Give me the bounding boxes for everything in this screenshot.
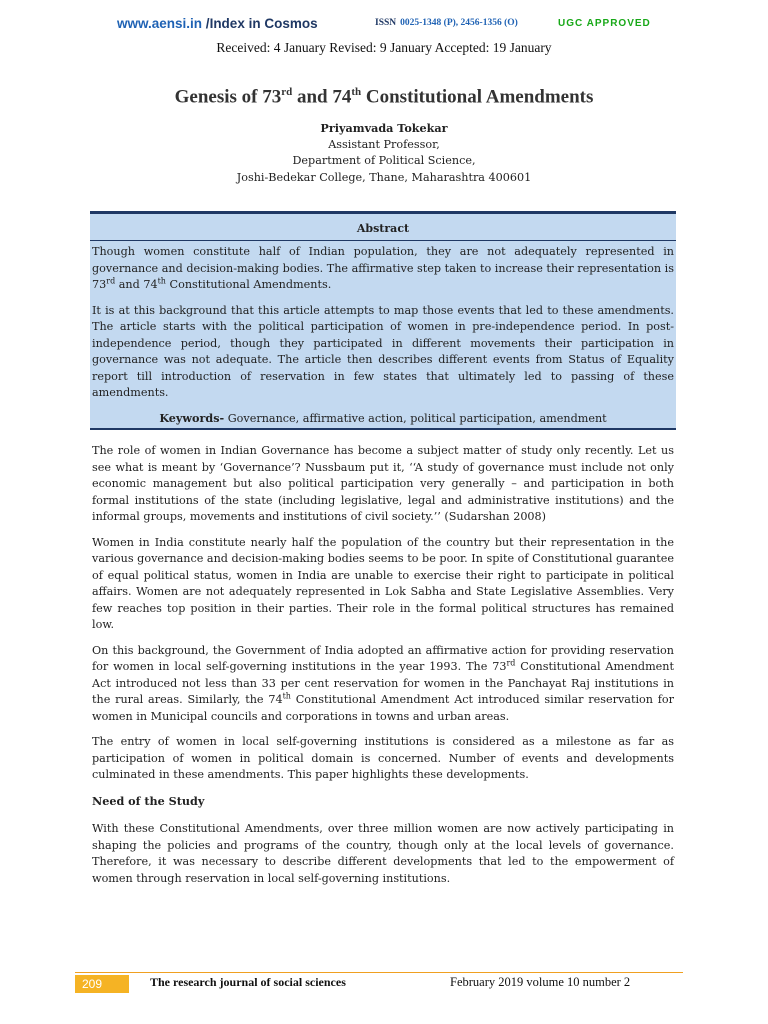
abstract-heading: Abstract bbox=[356, 222, 410, 235]
text-run: Constitutional Amendments. bbox=[165, 278, 332, 291]
site-link[interactable]: www.aensi.in bbox=[117, 16, 203, 31]
superscript: rd bbox=[506, 658, 516, 668]
title-superscript: th bbox=[351, 86, 362, 98]
journal-name: The research journal of social sciences bbox=[150, 975, 346, 989]
abstract-paragraph bbox=[92, 244, 674, 294]
body-paragraph: Women in India constitute nearly half the population of the country but their representation in the various governance and decision-making bodies seems to be poor. In spite of Constitutional guarantee of equal political status, women in India are unable to exercise their right to participate in political affairs. Women are not adequately represented in Lok Sabha and State Legislative Assemblies. Very few reaches top position in their parties. Their role in the formal political structures has remained low. bbox=[92, 535, 674, 631]
author-block bbox=[0, 120, 768, 186]
section-heading: Need of the Study bbox=[92, 793, 205, 808]
abstract-paragraph: It is at this background that this article attempts to map those events that led to these amendments. The article starts with the political participation of women in pre-independence period. In post-independence period, though they participated in different movements their participation in governance was not adequate. The article then describes different events from Status of Equality report till introduction of reservation in few states that ultimately led to passing of these amendments. bbox=[92, 303, 674, 399]
keywords-label: Keywords- bbox=[159, 410, 225, 425]
title-part: Genesis of 73 bbox=[174, 86, 282, 108]
superscript: th bbox=[157, 276, 166, 286]
abstract-divider bbox=[90, 240, 676, 241]
text-run: Constitutional Amendment Act introduced not less than 33 per cent reservation for women in the Panchayat Raj institutions in the rural areas. Similarly, the 74 bbox=[92, 660, 674, 706]
text-run: Constitutional Amendment Act introduced similar reservation for women in Municipal councils and corporations in towns and urban areas. bbox=[92, 693, 674, 723]
abstract-box bbox=[90, 211, 676, 430]
keywords-text: Governance, affirmative action, political participation, amendment bbox=[224, 411, 607, 425]
ugc-badge: UGC APPROVED bbox=[558, 18, 651, 29]
title-part: and 74 bbox=[292, 86, 352, 108]
body-paragraph: The entry of women in local self-governing institutions is considered as a milestone as far as participation of women in political domain is concerned. Number of events and developments culminated in these amendments. This paper highlights these developments. bbox=[92, 735, 674, 781]
text-run: On this background, the Government of India adopted an affirmative action for providing reservation for women in local self-governing institutions in the year 1993. The 73 bbox=[92, 643, 674, 673]
submission-dates: Received: 4 January Revised: 9 January Accepted: 19 January bbox=[216, 40, 552, 55]
text-run: Though women constitute half of Indian population, they are not adequately represented in governance and decision-making bodies. The affirmative step taken to increase their representation is 73 bbox=[92, 245, 674, 291]
page-header bbox=[0, 14, 768, 38]
title-superscript: rd bbox=[281, 86, 293, 98]
main-body bbox=[92, 443, 674, 887]
author-name: Priyamvada Tokekar bbox=[320, 121, 448, 135]
author-college: Joshi-Bedekar College, Thane, Maharashtra 400601 bbox=[236, 170, 532, 184]
abstract-body bbox=[92, 244, 674, 425]
issn-info bbox=[375, 18, 518, 28]
header-separator: / bbox=[205, 16, 210, 31]
body-paragraph bbox=[92, 643, 674, 726]
paper-title bbox=[0, 86, 768, 108]
issue-info: February 2019 volume 10 number 2 bbox=[450, 975, 631, 989]
body-paragraph: The role of women in Indian Governance has become a subject matter of study only recently. Let us see what is meant by ‘Governance’? Nussbaum put it, ‘‘A study of governance must include not only economic management but also political participation very generally – and participation in both formal institutions of the state (including legislative, legal and administrative institutions) and the informal groups, movements and institutions of civil society.’’ (Sudarshan 2008) bbox=[92, 444, 674, 523]
issn-label: ISSN bbox=[375, 18, 397, 28]
text-run: and 74 bbox=[115, 278, 158, 291]
page-footer bbox=[0, 968, 768, 998]
title-part: Constitutional Amendments bbox=[361, 86, 594, 108]
author-department: Department of Political Science, bbox=[292, 154, 476, 167]
author-position: Assistant Professor, bbox=[328, 137, 440, 151]
index-label: Index in Cosmos bbox=[209, 16, 318, 31]
keywords-line bbox=[92, 411, 674, 425]
issn-numbers: 0025-1348 (P), 2456-1356 (O) bbox=[400, 18, 518, 28]
body-paragraph: With these Constitutional Amendments, over three million women are now actively participating in shaping the policies and programs of the country, though only at the local levels of governance. Therefore, it was necessary to describe different developments that led to the empowerment of women through reservation in local self-governing institutions. bbox=[92, 822, 674, 885]
page-number-badge: 209 bbox=[75, 975, 129, 993]
superscript: th bbox=[282, 691, 291, 701]
journal-site-header bbox=[117, 16, 318, 31]
footer-divider bbox=[75, 972, 683, 973]
superscript: rd bbox=[106, 276, 116, 286]
